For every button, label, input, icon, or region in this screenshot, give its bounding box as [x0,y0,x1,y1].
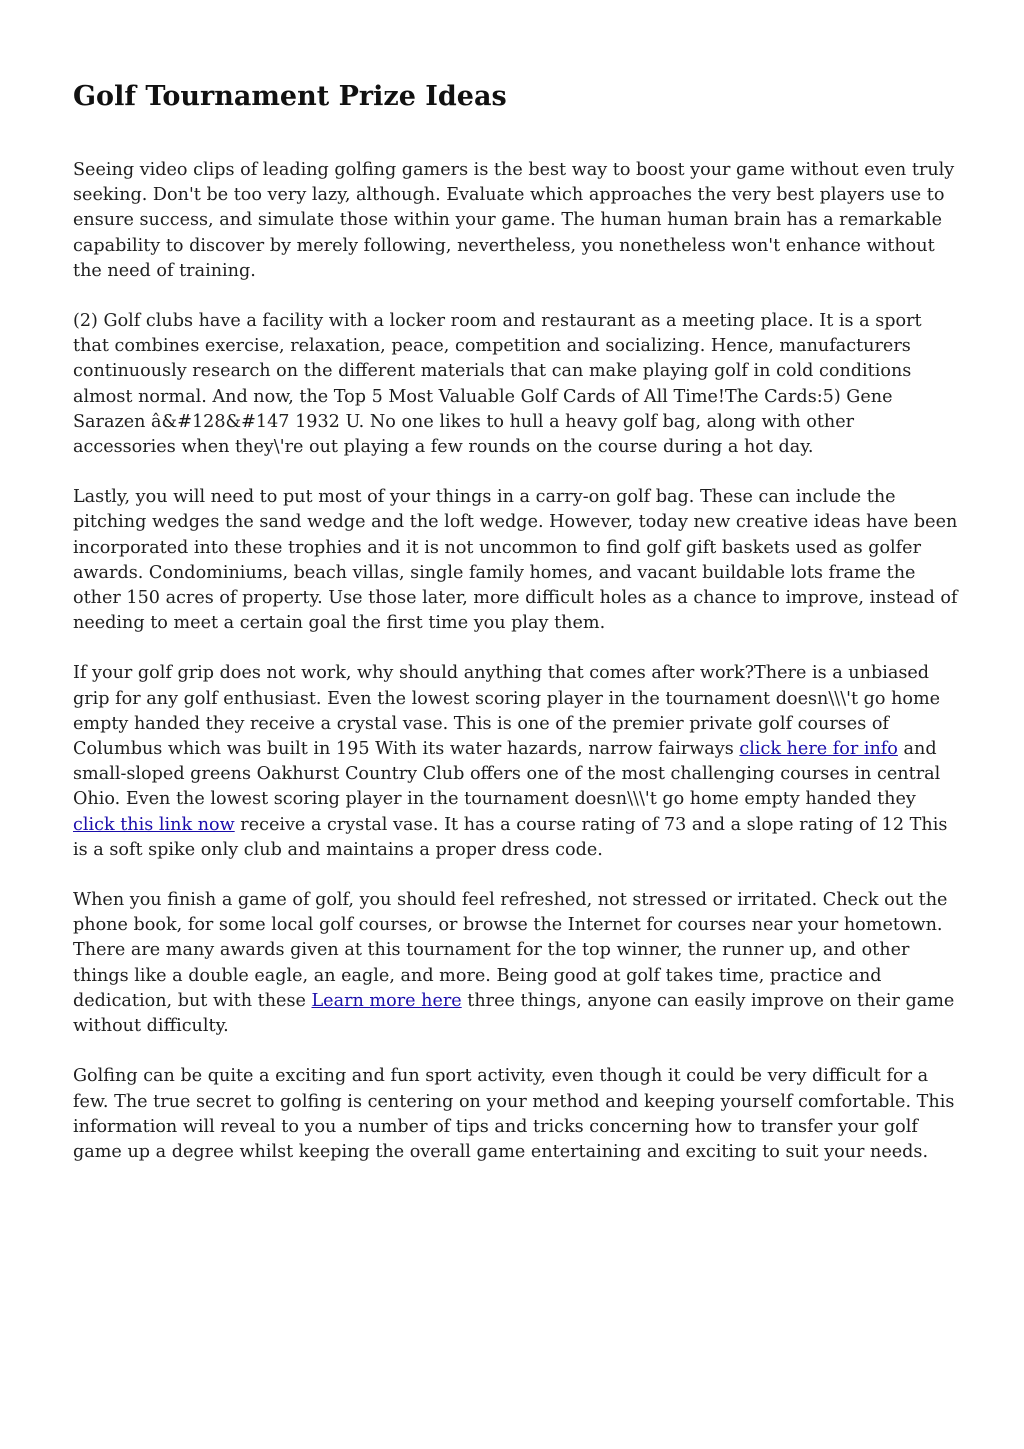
paragraph-6: Golfing can be quite a exciting and fun sport activity, even though it could be very difficult for a few. The true secret to golfing is centering on your method and keeping yourself comfortable. This information will reveal to you a number of tips and tricks concerning how to transfer your golf game up a degree whilst keeping the overall game entertaining and exciting to suit your needs. [73,1066,955,1162]
click-here-for-info-link[interactable]: click here for info [739,739,898,760]
click-this-link-now-link[interactable]: click this link now [73,814,235,835]
paragraph-1: Seeing video clips of leading golfing gamers is the best way to boost your game without even truly seeking. Don't be too very lazy, although. Evaluate which approaches the very best players use to ensure success, and simulate those within your game. The human human brain has a remarkable capability to discover by merely following, nevertheless, you nonetheless won't enhance without the need of training. [73,160,955,281]
paragraph-5-text-2: three things, anyone can easily improve on their game without difficulty. [73,990,960,1037]
paragraph-4-text-1: If your golf grip does not work, why should anything that comes after work?There is a unbiased grip for any golf enthusiast. Even the lowest scoring player in the tournament doesn\\\'t go home empty handed they receive a crystal vase. This is one of the premier private golf courses of Columbus which was built in 195 With its water hazards, narrow fairways [73,663,946,760]
paragraph-4-text-2: and small-sloped greens Oakhurst Country Club offers one of the most challenging courses in central Ohio. Even the lowest scoring player in the tournament doesn\\\'t go home empty handed they [73,739,946,810]
paragraph-2: (2) Golf clubs have a facility with a locker room and restaurant as a meeting place. It is a sport that combines exercise, relaxation, peace, competition and socializing. Hence, manufacturers continuously research on the different materials that can make playing golf in cold conditions almost normal. And now, the Top 5 Most Valuable Golf Cards of All Time!The Cards:5) Gene Sarazen â&#128&#147 1932 U. No one likes to hull a heavy golf bag, along with other accessories when they\'re out playing a few rounds on the course during a hot day. [73,311,922,458]
paragraph-5-text-1: When you finish a game of golf, you should feel refreshed, not stressed or irritated. Check out the phone book, for some local golf courses, or browse the Internet for courses near your hometown. There are many awards given at this tournament for the top winner, the runner up, and other things like a double eagle, an eagle, and more. Being good at golf takes time, practice and dedication, but with these [73,890,954,1011]
paragraph-4 [73,661,958,863]
learn-more-here-link[interactable]: Learn more here [311,990,462,1011]
document-page [73,78,958,1190]
paragraph-5 [73,888,958,1039]
paragraph-4-text-3: receive a crystal vase. It has a course rating of 73 and a slope rating of 12 This is a soft spike only club and maintains a proper dress code. [73,814,953,860]
page-title: Golf Tournament Prize Ideas [73,81,507,112]
paragraph-3: Lastly, you will need to put most of your things in a carry-on golf bag. These can include the pitching wedges the sand wedge and the loft wedge. However, today new creative ideas have been incorporated into these trophies and it is not uncommon to find golf gift baskets used as golfer awards. Condominiums, beach villas, single family homes, and vacant buildable lots frame the other 150 acres of property. Use those later, more difficult holes as a chance to improve, instead of needing to meet a certain goal the first time you play them. [73,487,958,634]
